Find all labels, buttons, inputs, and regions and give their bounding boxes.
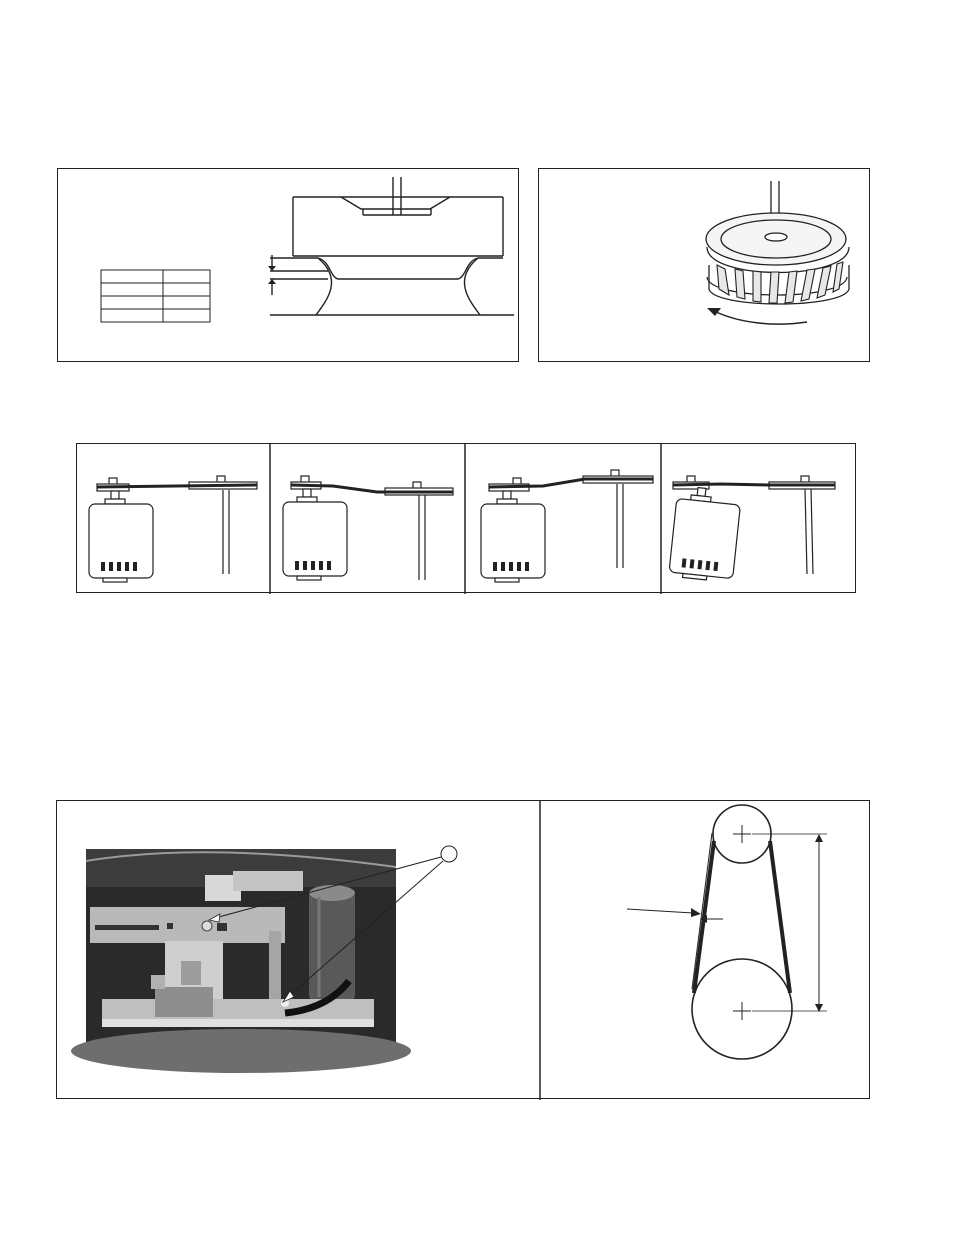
motor-mount-and-belt-tension-figure [56, 800, 870, 1099]
blower-wheel-rotation-drawing [539, 169, 871, 363]
belt-alignment-figure [76, 443, 856, 593]
motor-mount-and-belt-tension-drawing [57, 801, 871, 1100]
alignment-view-3 [481, 470, 653, 582]
wheel-clearance-drawing [58, 169, 520, 363]
clearance-dimension-arrows [268, 266, 276, 284]
alignment-view-1 [89, 476, 257, 582]
wheel-rotation-figure [538, 168, 870, 362]
alignment-view-4 [669, 476, 835, 583]
alignment-view-2 [283, 476, 453, 580]
deflection-leader [627, 909, 693, 913]
rotation-arrow [707, 308, 807, 324]
belt-alignment-drawing [77, 444, 857, 594]
clearance-table [101, 270, 210, 322]
belt-tension-diagram [627, 805, 827, 1059]
motor-mount-photograph [71, 849, 411, 1073]
callout-circle [441, 846, 457, 862]
wheel-clearance-figure [57, 168, 519, 362]
blower-wheel-section [270, 177, 514, 315]
